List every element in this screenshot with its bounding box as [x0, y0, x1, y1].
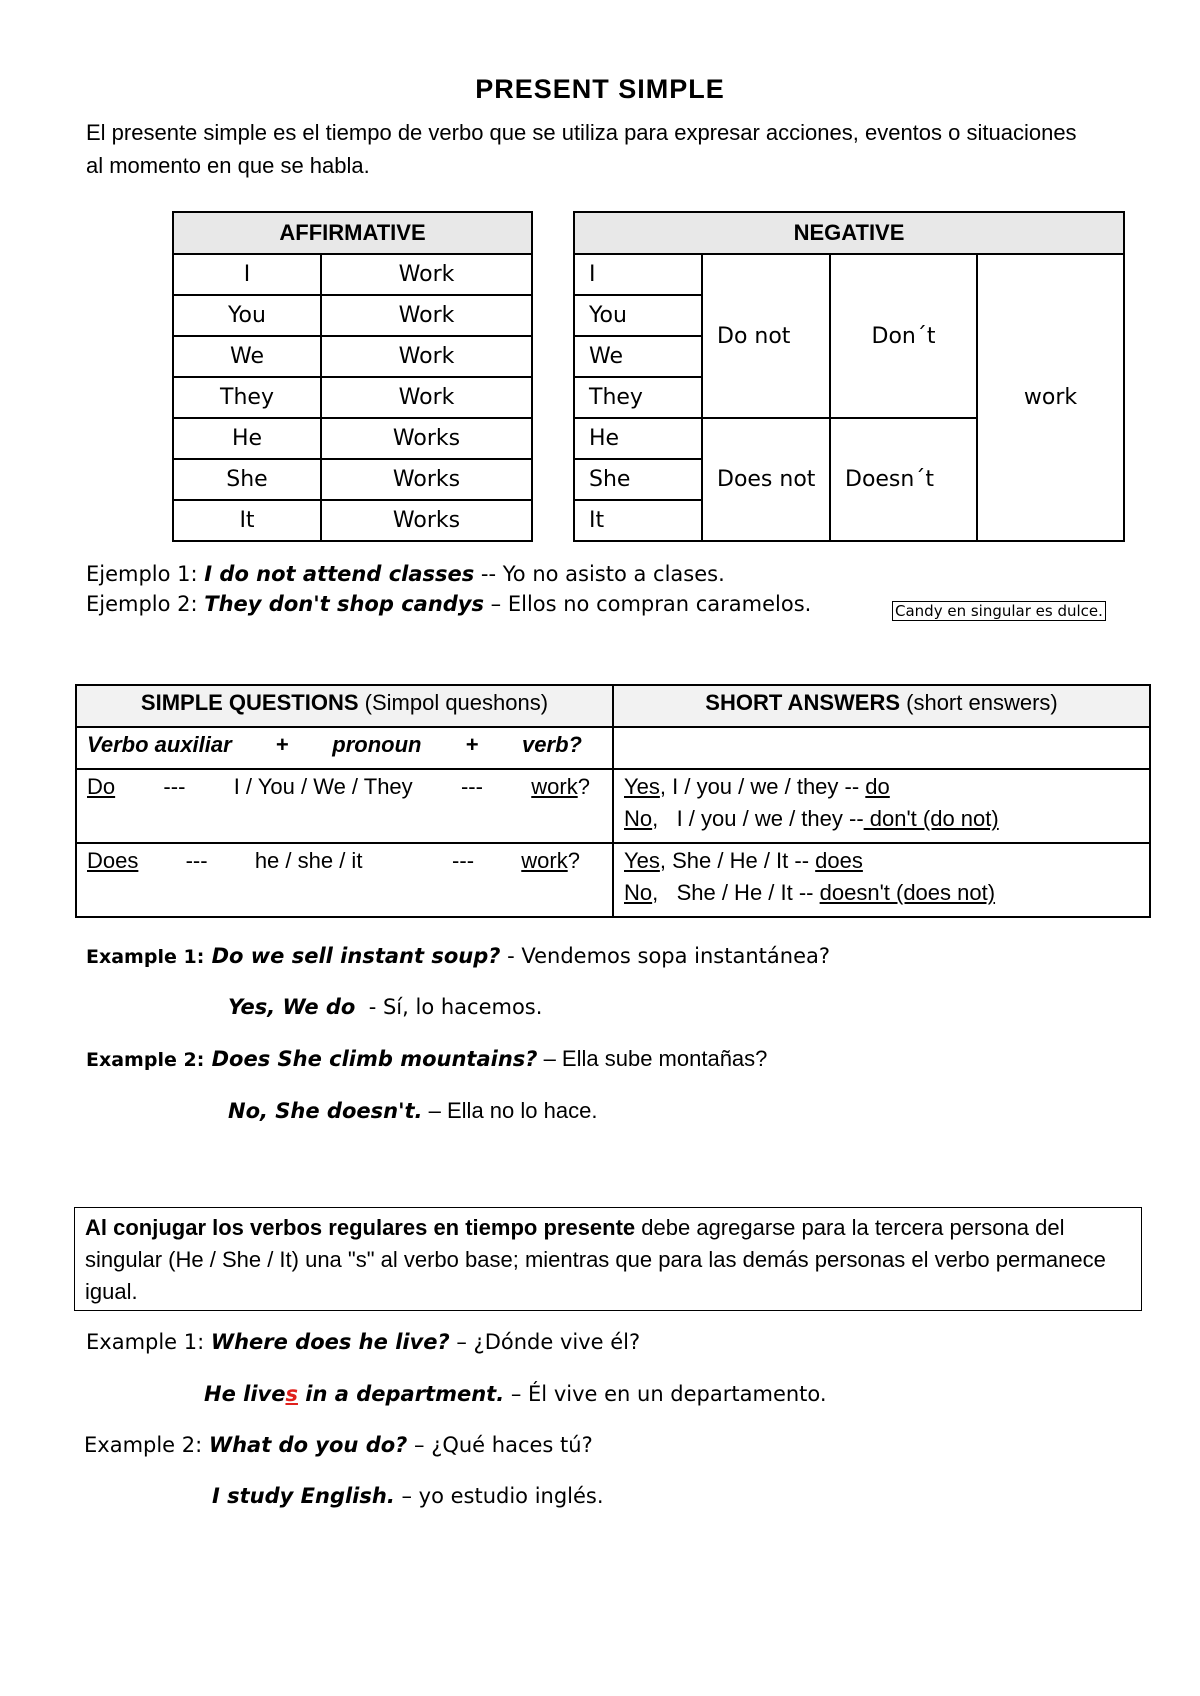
negative-table	[573, 211, 1125, 542]
final-answer-2: I study English. – yo estudio inglés.	[212, 1484, 604, 1508]
aff-verb: Works	[321, 500, 532, 541]
question-example-2: Example 2: Does She climb mountains? – Ella sube montañas?	[86, 1046, 768, 1071]
neg-verb: work	[977, 254, 1124, 541]
question-answer-1: Yes, We do - Sí, lo hacemos.	[228, 995, 543, 1019]
answer-row-do: Yes, I / you / we / they -- do No, I / you / we / they -- don't (do not)	[613, 769, 1150, 843]
aff-pronoun: You	[173, 295, 321, 336]
neg-example-2	[86, 592, 811, 616]
answers-header: SHORT ANSWERS (short enswers)	[613, 685, 1150, 727]
example-label: Ejemplo 1:	[86, 562, 205, 586]
aff-pronoun: We	[173, 336, 321, 377]
aff-verb: Work	[321, 254, 532, 295]
aff-verb: Work	[321, 336, 532, 377]
aff-verb: Works	[321, 459, 532, 500]
neg-plural-full: Do not	[702, 254, 830, 418]
aff-verb: Works	[321, 418, 532, 459]
neg-pronoun: He	[574, 418, 702, 459]
neg-pronoun: I	[574, 254, 702, 295]
question-row-does: Does --- he / she / it --- work?	[76, 843, 613, 917]
formula-answer-cell	[613, 727, 1150, 769]
neg-pronoun: We	[574, 336, 702, 377]
question-answer-2: No, She doesn't. – Ella no lo hace.	[228, 1098, 598, 1123]
example-label: Ejemplo 2:	[86, 592, 205, 616]
final-example-1: Example 1: Where does he live? – ¿Dónde vive él?	[86, 1330, 641, 1354]
affirmative-header: AFFIRMATIVE	[173, 212, 532, 254]
neg-pronoun: It	[574, 500, 702, 541]
neg-singular-short: Doesn´t	[830, 418, 977, 541]
questions-table	[75, 684, 1151, 918]
aff-verb: Work	[321, 377, 532, 418]
neg-pronoun: You	[574, 295, 702, 336]
final-example-2: Example 2: What do you do? – ¿Qué haces tú?	[84, 1433, 593, 1457]
example-translation: – Ellos no compran caramelos.	[484, 592, 812, 616]
example-translation: -- Yo no asisto a clases.	[474, 562, 725, 586]
questions-header: SIMPLE QUESTIONS (Simpol queshons)	[76, 685, 613, 727]
neg-singular-full: Does not	[702, 418, 830, 541]
affirmative-table	[172, 211, 533, 542]
example-sentence: I do not attend classes	[204, 562, 475, 586]
aff-pronoun: I	[173, 254, 321, 295]
aff-pronoun: She	[173, 459, 321, 500]
aff-verb: Work	[321, 295, 532, 336]
neg-pronoun: They	[574, 377, 702, 418]
example-sentence: They don't shop candys	[204, 592, 484, 616]
neg-pronoun: She	[574, 459, 702, 500]
negative-header: NEGATIVE	[574, 212, 1124, 254]
answer-row-does: Yes, She / He / It -- does No, She / He / It -- doesn't (does not)	[613, 843, 1150, 917]
aff-pronoun: They	[173, 377, 321, 418]
final-answer-1: He lives in a department. – Él vive en un departamento.	[204, 1382, 827, 1406]
conjugation-rule-box: Al conjugar los verbos regulares en tiempo presente debe agregarse para la tercera persona del singular (He / She / It) una "s" al verbo base; mientras que para las demás personas el verbo permanece igual.	[74, 1207, 1142, 1311]
intro-paragraph: El presente simple es el tiempo de verbo que se utiliza para expresar acciones, eventos o situaciones al momento en que se habla.	[86, 120, 1077, 178]
question-formula: Verbo auxiliar + pronoun + verb?	[76, 727, 613, 769]
aff-pronoun: He	[173, 418, 321, 459]
candy-note: Candy en singular es dulce.	[892, 601, 1106, 621]
neg-example-1	[86, 562, 725, 586]
question-example-1: Example 1: Do we sell instant soup? - Vendemos sopa instantánea?	[86, 944, 831, 968]
aff-pronoun: It	[173, 500, 321, 541]
neg-plural-short: Don´t	[830, 254, 977, 418]
question-row-do: Do --- I / You / We / They --- work?	[76, 769, 613, 843]
page-title: PRESENT SIMPLE	[475, 74, 725, 104]
